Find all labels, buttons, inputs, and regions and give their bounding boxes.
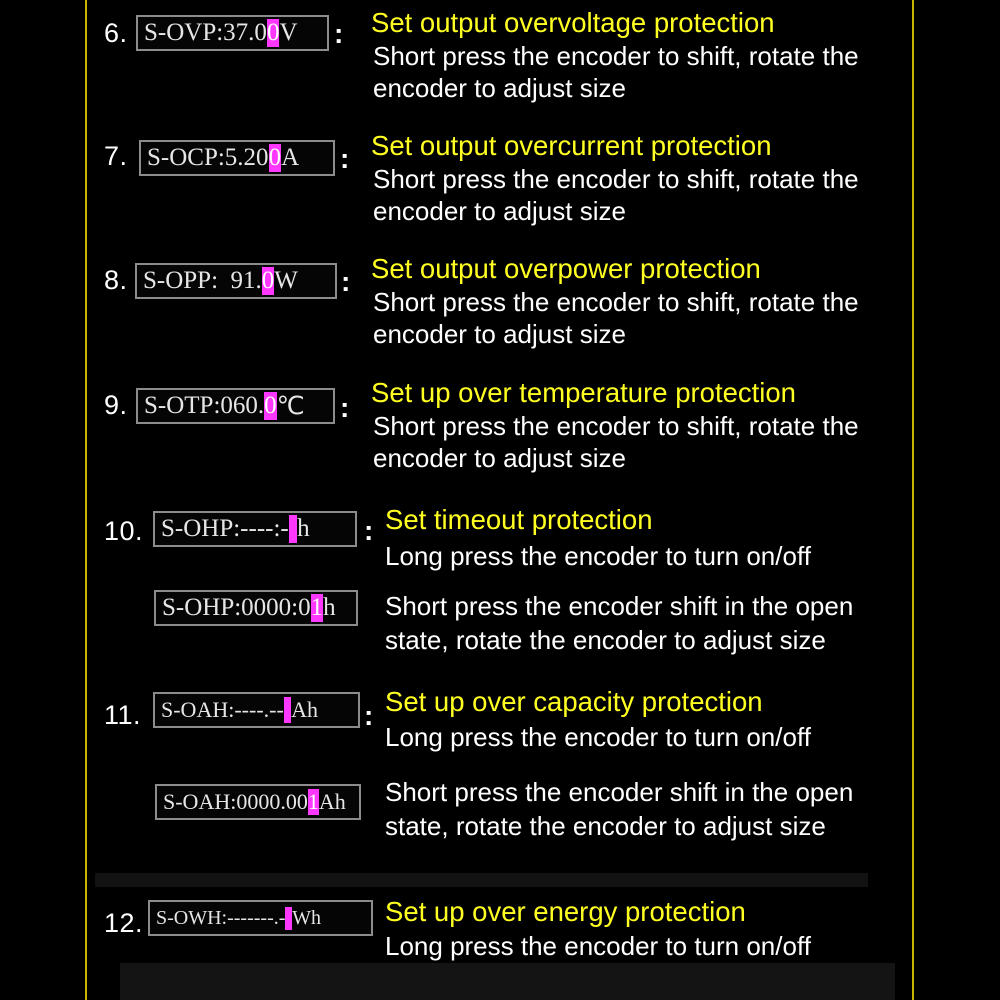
item-description: Short press the encoder to shift, rotate the [373, 164, 859, 194]
item-title: Set up over temperature protection [371, 377, 796, 408]
lcd-cursor: - [288, 515, 298, 542]
lcd-display-oah-open [155, 784, 361, 820]
lcd-text: ℃ [276, 393, 305, 420]
item-title: Set up over capacity protection [385, 686, 763, 717]
item-description: Short press the encoder shift in the open [385, 777, 854, 807]
lcd-text: Ah [318, 789, 346, 814]
lcd-text: S-OVP:37.0 [144, 19, 267, 46]
lcd-text: S-OAH:0000.00 [163, 789, 308, 814]
footer-band [120, 963, 895, 1000]
separator-colon: : [364, 700, 374, 731]
item-title: Set output overpower protection [371, 253, 761, 284]
separator-colon: : [341, 266, 351, 297]
item-description: Short press the encoder to shift, rotate the [373, 41, 859, 71]
lcd-text: S-OAH:----.-- [161, 697, 284, 722]
separator-colon: : [334, 18, 344, 49]
lcd-cursor: 1 [310, 594, 324, 621]
lcd-cursor: 0 [266, 19, 280, 46]
divider-band [95, 873, 868, 887]
lcd-display-oah [153, 692, 360, 728]
item-number: 7. [104, 141, 128, 171]
item-number: 8. [104, 265, 128, 295]
lcd-display-ohp [153, 511, 357, 547]
separator-colon: : [340, 143, 350, 174]
frame-right-border [912, 0, 914, 1000]
item-description: encoder to adjust size [373, 443, 626, 473]
item-description: encoder to adjust size [373, 196, 626, 226]
lcd-display-opp [135, 263, 337, 299]
item-description: Short press the encoder shift in the open [385, 591, 854, 621]
item-title: Set up over energy protection [385, 896, 746, 927]
item-description: encoder to adjust size [373, 73, 626, 103]
item-number: 9. [104, 390, 128, 420]
frame-left-border [85, 0, 87, 1000]
lcd-text: S-OPP: 91. [143, 267, 262, 294]
item-description: Long press the encoder to turn on/off [385, 722, 811, 752]
lcd-display-ohp-open [154, 590, 358, 626]
lcd-text: S-OWH:-------.- [156, 906, 286, 929]
item-description: Short press the encoder to shift, rotate the [373, 411, 859, 441]
separator-colon: : [364, 515, 374, 546]
lcd-cursor: - [283, 697, 292, 722]
item-description: Long press the encoder to turn on/off [385, 931, 811, 961]
item-description: state, rotate the encoder to adjust size [385, 811, 826, 841]
lcd-text: S-OCP:5.20 [147, 144, 269, 171]
item-number: 12. [104, 908, 144, 938]
lcd-cursor: - [285, 906, 293, 929]
lcd-text: Ah [291, 697, 319, 722]
lcd-cursor: 0 [268, 144, 282, 171]
lcd-text: S-OHP:0000:0 [162, 594, 311, 621]
lcd-text: A [281, 144, 300, 171]
lcd-display-otp [136, 388, 335, 424]
lcd-text: V [279, 19, 298, 46]
lcd-text: h [297, 515, 310, 542]
item-title: Set output overcurrent protection [371, 130, 772, 161]
separator-colon: : [340, 392, 350, 423]
item-description: state, rotate the encoder to adjust size [385, 625, 826, 655]
lcd-display-owh [148, 900, 373, 936]
lcd-cursor: 0 [261, 267, 275, 294]
item-title: Set timeout protection [385, 504, 653, 535]
lcd-text: h [323, 594, 336, 621]
item-number: 11. [104, 700, 142, 730]
lcd-text: S-OTP:060. [144, 392, 265, 419]
lcd-text: S-OHP:----:- [161, 515, 289, 542]
item-number: 10. [104, 516, 144, 546]
lcd-display-ovp [136, 15, 329, 51]
lcd-cursor: 1 [307, 789, 319, 814]
lcd-cursor: 0 [264, 392, 277, 419]
lcd-text: Wh [292, 906, 321, 929]
item-title: Set output overvoltage protection [371, 7, 775, 38]
item-description: Long press the encoder to turn on/off [385, 541, 811, 571]
lcd-display-ocp [139, 140, 335, 176]
item-description: encoder to adjust size [373, 319, 626, 349]
lcd-text: W [274, 267, 298, 294]
item-description: Short press the encoder to shift, rotate the [373, 287, 859, 317]
item-number: 6. [104, 18, 128, 48]
